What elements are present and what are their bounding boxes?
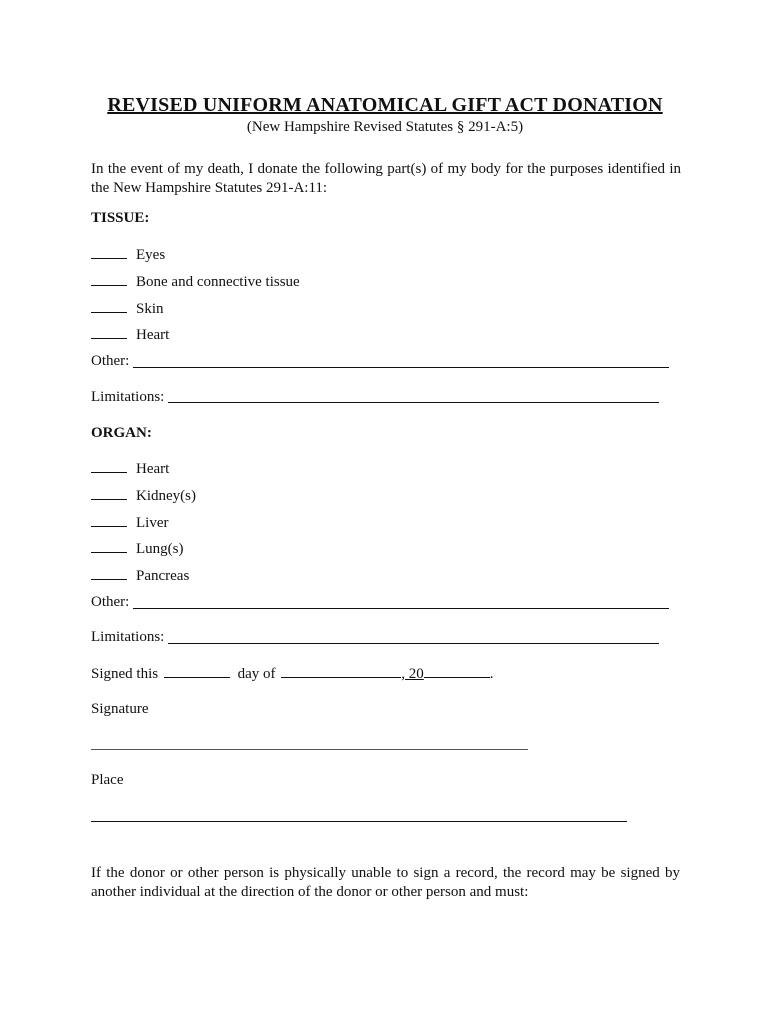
tissue-other-line[interactable] (133, 367, 669, 368)
tissue-item-skin[interactable] (91, 300, 164, 318)
organ-item-heart[interactable] (91, 460, 169, 478)
tissue-item-eyes[interactable] (91, 246, 165, 264)
year-blank[interactable] (424, 665, 490, 678)
item-label: Liver (136, 515, 169, 531)
item-label: Heart (136, 327, 170, 343)
item-label: Eyes (136, 247, 166, 263)
checkbox-blank[interactable] (91, 514, 127, 527)
month-blank[interactable] (281, 665, 401, 678)
document-title: REVISED UNIFORM ANATOMICAL GIFT ACT DONATION (107, 94, 663, 116)
checkbox-blank[interactable] (91, 567, 127, 580)
footer-paragraph: If the donor or other person is physically unable to sign a record, the record may be signed by another individual at the direction of the donor or other person and must: (91, 865, 680, 900)
organ-item-kidney[interactable] (91, 487, 196, 505)
organ-heading: ORGAN: (91, 425, 152, 441)
signature-line[interactable] (91, 749, 528, 750)
checkbox-blank[interactable] (91, 487, 127, 500)
day-blank[interactable] (164, 665, 230, 678)
place-label: Place (91, 772, 124, 788)
organ-item-liver[interactable] (91, 514, 168, 532)
item-label: Skin (136, 301, 164, 317)
tissue-limitations-label: Limitations: (91, 389, 165, 405)
checkbox-blank[interactable] (91, 460, 127, 473)
checkbox-blank[interactable] (91, 273, 127, 286)
signature-label: Signature (91, 701, 149, 717)
checkbox-blank[interactable] (91, 300, 127, 313)
organ-limitations-line[interactable] (168, 643, 659, 644)
place-line[interactable] (91, 821, 627, 822)
item-label: Pancreas (136, 568, 190, 584)
signed-this-label: Signed this (91, 666, 159, 682)
day-of-label: day of (237, 666, 276, 682)
tissue-limitations-line[interactable] (168, 402, 659, 403)
tissue-other-label: Other: (91, 353, 130, 369)
organ-other-line[interactable] (133, 608, 669, 609)
period: . (489, 666, 494, 682)
tissue-heading: TISSUE: (91, 210, 150, 226)
organ-limitations-label: Limitations: (91, 629, 165, 645)
item-label: Kidney(s) (136, 488, 196, 504)
tissue-item-heart[interactable] (91, 326, 169, 344)
organ-item-lungs[interactable] (91, 540, 184, 558)
organ-other-label: Other: (91, 594, 130, 610)
document-subtitle: (New Hampshire Revised Statutes § 291-A:5) (246, 119, 524, 135)
item-label: Bone and connective tissue (136, 274, 300, 290)
item-label: Heart (136, 461, 170, 477)
signed-date-row (91, 665, 494, 683)
organ-item-pancreas[interactable] (91, 567, 189, 585)
year-prefix: , 20 (401, 666, 424, 682)
checkbox-blank[interactable] (91, 326, 127, 339)
tissue-item-bone[interactable] (91, 273, 300, 291)
checkbox-blank[interactable] (91, 540, 127, 553)
checkbox-blank[interactable] (91, 246, 127, 259)
item-label: Lung(s) (136, 541, 184, 557)
intro-paragraph: In the event of my death, I donate the following part(s) of my body for the purposes identified in the New Hampshire Statutes 291-A:11: (91, 161, 681, 196)
